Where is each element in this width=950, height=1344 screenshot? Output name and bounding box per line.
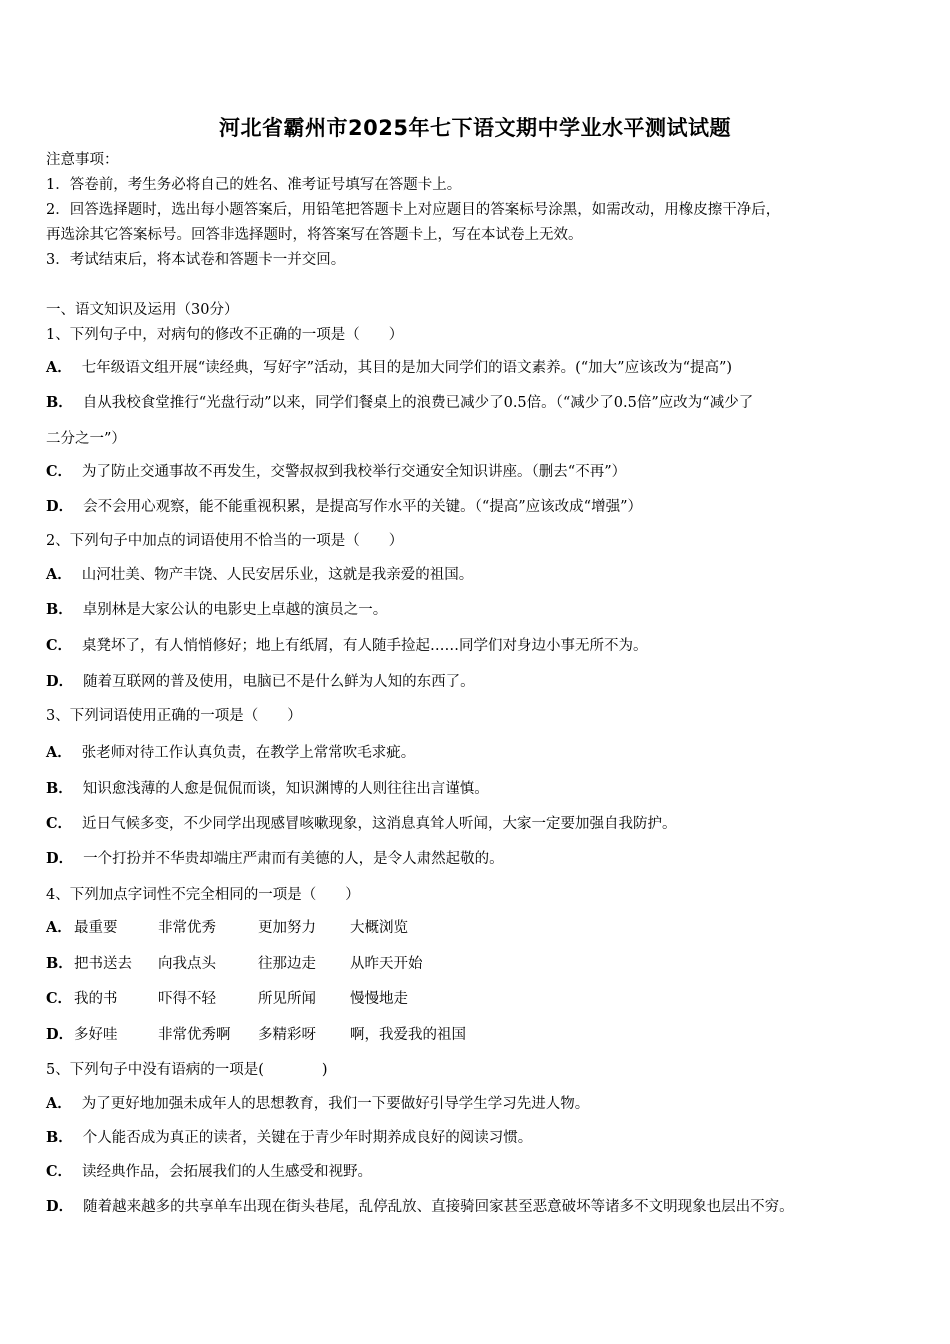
word-item: 我的书 bbox=[74, 991, 118, 1007]
option-label: B． bbox=[46, 955, 73, 972]
page-title: 河北省霸州市2025年七下语文期中学业水平测试试题 bbox=[219, 116, 731, 140]
notice-item: 1．答卷前，考生务必将自己的姓名、准考证号填写在答题卡上。 bbox=[46, 177, 462, 193]
word-item: 非常优秀啊 bbox=[158, 1027, 231, 1043]
option-text: 随着越来越多的共享单车出现在街头巷尾，乱停乱放、直接骑回家甚至恶意破坏等诸多不文明现象也层出不穷。 bbox=[83, 1199, 794, 1215]
word-item: 慢慢地走 bbox=[350, 991, 408, 1007]
word-item: 向我点头 bbox=[158, 956, 216, 972]
word-item: 多精彩呀 bbox=[258, 1027, 316, 1043]
notice-heading: 注意事项： bbox=[46, 152, 119, 168]
option-continuation: 二分之一”） bbox=[46, 431, 126, 447]
notice-item: 再选涂其它答案标号。回答非选择题时，将答案写在答题卡上，写在本试卷上无效。 bbox=[46, 227, 583, 243]
option-text: 知识愈浅薄的人愈是侃侃而谈，知识渊博的人则往往出言谨慎。 bbox=[82, 781, 489, 797]
option-label: A． bbox=[46, 566, 72, 583]
option-label: A． bbox=[46, 1095, 72, 1112]
option-row bbox=[46, 565, 473, 585]
word-item: 把书送去 bbox=[74, 956, 132, 972]
word-option-row bbox=[46, 954, 566, 974]
option-label: D． bbox=[46, 673, 74, 690]
option-label: D． bbox=[46, 850, 74, 867]
option-row bbox=[46, 636, 648, 656]
option-text: 卓别林是大家公认的电影史上卓越的演员之一。 bbox=[82, 602, 388, 618]
option-text: 为了更好地加强未成年人的思想教育，我们一下要做好引导学生学习先进人物。 bbox=[81, 1096, 590, 1112]
option-label: D． bbox=[46, 1198, 74, 1215]
option-row bbox=[46, 1094, 589, 1114]
option-row bbox=[46, 779, 489, 799]
question-stem: 4、下列加点字词性不完全相同的一项是（ ） bbox=[46, 887, 360, 903]
question-stem: 2、下列句子中加点的词语使用不恰当的一项是（ ） bbox=[46, 533, 404, 549]
option-row bbox=[46, 497, 642, 517]
notice-item: 2．回答选择题时，选出每小题答案后，用铅笔把答题卡上对应题目的答案标号涂黑，如需改动，用橡皮擦干净后， bbox=[46, 202, 781, 218]
option-text: 张老师对待工作认真负责，在教学上常常吹毛求疵。 bbox=[81, 745, 416, 761]
word-option-row bbox=[46, 989, 566, 1009]
option-text: 山河壮美、物产丰饶、人民安居乐业，这就是我亲爱的祖国。 bbox=[81, 567, 474, 583]
option-text: 一个打扮并不华贵却端庄严肃而有美德的人，是令人肃然起敬的。 bbox=[83, 851, 504, 867]
option-text: 桌凳坏了，有人悄悄修好；地上有纸屑，有人随手捡起……同学们对身边小事无所不为。 bbox=[82, 638, 648, 654]
option-row bbox=[46, 1162, 372, 1182]
option-row bbox=[46, 600, 387, 620]
option-row bbox=[46, 358, 732, 378]
option-label: C． bbox=[46, 463, 73, 480]
section-heading: 一、语文知识及运用（30分） bbox=[46, 302, 239, 318]
option-row bbox=[46, 1197, 794, 1217]
word-item: 更加努力 bbox=[258, 920, 316, 936]
question-stem: 1、下列句子中，对病句的修改不正确的一项是（ ） bbox=[46, 327, 404, 343]
option-row bbox=[46, 849, 504, 869]
option-label: B． bbox=[46, 601, 73, 618]
option-row bbox=[46, 393, 753, 413]
option-label: B． bbox=[46, 780, 73, 797]
word-option-row bbox=[46, 1025, 566, 1045]
option-label: D． bbox=[46, 1026, 74, 1043]
option-row bbox=[46, 462, 626, 482]
option-row bbox=[46, 814, 677, 834]
word-item: 多好哇 bbox=[74, 1027, 118, 1043]
word-item: 所见所闻 bbox=[258, 991, 316, 1007]
question-stem: 5、下列句子中没有语病的一项是( ) bbox=[46, 1062, 328, 1078]
option-text: 为了防止交通事故不再发生，交警叔叔到我校举行交通安全知识讲座。（删去“不再”） bbox=[82, 464, 627, 480]
option-label: C． bbox=[46, 637, 73, 654]
option-row bbox=[46, 1128, 532, 1148]
option-label: C． bbox=[46, 990, 73, 1007]
option-label: D． bbox=[46, 498, 74, 515]
option-label: C． bbox=[46, 1163, 73, 1180]
word-item: 往那边走 bbox=[258, 956, 316, 972]
option-label: A． bbox=[46, 919, 72, 936]
option-label: B． bbox=[46, 1129, 73, 1146]
option-label: B． bbox=[46, 394, 73, 411]
word-option-row bbox=[46, 918, 566, 938]
word-item: 大概浏览 bbox=[350, 920, 408, 936]
notice-item: 3．考试结束后，将本试卷和答题卡一并交回。 bbox=[46, 252, 346, 268]
question-stem: 3、下列词语使用正确的一项是（ ） bbox=[46, 708, 302, 724]
option-label: C． bbox=[46, 815, 73, 832]
option-row bbox=[46, 743, 415, 763]
option-text: 随着互联网的普及使用，电脑已不是什么鲜为人知的东西了。 bbox=[83, 674, 475, 690]
option-text: 读经典作品，会拓展我们的人生感受和视野。 bbox=[82, 1164, 373, 1180]
option-text: 个人能否成为真正的读者，关键在于青少年时期养成良好的阅读习惯。 bbox=[82, 1130, 533, 1146]
option-row bbox=[46, 672, 475, 692]
option-label: A． bbox=[46, 359, 72, 376]
option-text: 七年级语文组开展“读经典，写好字”活动，其目的是加大同学们的语文素养。(“加大”应该改为“提高”) bbox=[81, 360, 733, 376]
word-item: 最重要 bbox=[74, 920, 118, 936]
word-item: 从昨天开始 bbox=[350, 956, 423, 972]
option-text: 自从我校食堂推行“光盘行动”以来，同学们餐桌上的浪费已减少了0.5倍。（“减少了0.5倍”应改为“减少了 bbox=[82, 395, 754, 411]
word-item: 吓得不轻 bbox=[158, 991, 216, 1007]
option-text: 会不会用心观察，能不能重视积累，是提高写作水平的关键。（“提高”应该改成“增强”） bbox=[83, 499, 642, 515]
word-item: 非常优秀 bbox=[158, 920, 216, 936]
option-label: A． bbox=[46, 744, 72, 761]
option-text: 近日气候多变，不少同学出现感冒咳嗽现象，这消息真耸人听闻，大家一定要加强自我防护。 bbox=[82, 816, 677, 832]
word-item: 啊，我爱我的祖国 bbox=[350, 1027, 466, 1043]
